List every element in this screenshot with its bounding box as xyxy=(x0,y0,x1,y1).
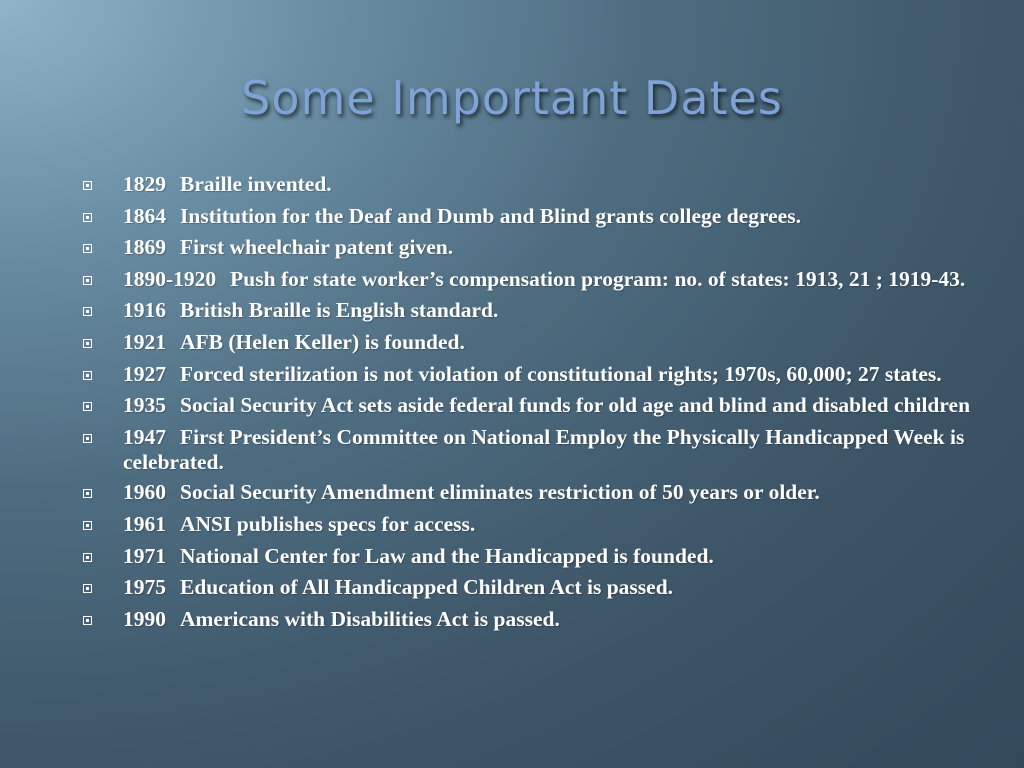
square-bullet-icon xyxy=(78,330,123,356)
item-description: AFB (Helen Keller) is founded. xyxy=(180,329,465,354)
item-year: 1961 xyxy=(123,511,166,536)
item-year: 1935 xyxy=(123,393,166,418)
list-item xyxy=(78,172,978,198)
item-year: 1975 xyxy=(123,575,166,600)
item-text xyxy=(123,425,978,475)
item-text xyxy=(123,544,714,569)
item-year: 1916 xyxy=(123,298,166,323)
square-bullet-icon xyxy=(78,267,123,293)
item-text xyxy=(123,607,560,632)
item-description: First President’s Committee on National Employ the Physically Handicapped Week is celebrated. xyxy=(123,424,965,474)
square-bullet-icon xyxy=(78,575,123,601)
item-year: 1960 xyxy=(123,480,166,505)
list-item xyxy=(78,512,978,538)
item-year: 1971 xyxy=(123,543,166,568)
item-text xyxy=(123,298,498,323)
item-description: Social Security Amendment eliminates restriction of 50 years or older. xyxy=(180,480,820,505)
item-year: 1921 xyxy=(123,329,166,354)
item-text xyxy=(123,480,820,505)
square-bullet-icon xyxy=(78,235,123,261)
square-bullet-icon xyxy=(78,480,123,506)
item-description: Institution for the Deaf and Dumb and Blind grants college degrees. xyxy=(180,203,801,228)
item-description: Push for state worker’s compensation program: no. of states: 1913, 21 ; 1919-43. xyxy=(230,266,966,291)
item-description: Social Security Act sets aside federal funds for old age and blind and disabled children xyxy=(180,393,971,418)
item-year: 1890-1920 xyxy=(123,266,217,291)
square-bullet-icon xyxy=(78,362,123,388)
square-bullet-icon xyxy=(78,425,123,451)
list-item xyxy=(78,204,978,230)
item-year: 1829 xyxy=(123,172,166,196)
item-year: 1947 xyxy=(123,424,166,449)
list-item xyxy=(78,480,978,506)
item-text xyxy=(123,393,970,418)
item-text xyxy=(123,330,465,355)
list-item xyxy=(78,267,978,293)
item-description: Braille invented. xyxy=(180,172,332,196)
item-description: National Center for Law and the Handicapped is founded. xyxy=(180,543,714,568)
item-description: British Braille is English standard. xyxy=(180,298,499,323)
item-text xyxy=(123,235,453,260)
list-item xyxy=(78,425,978,475)
item-text xyxy=(123,362,942,387)
item-text xyxy=(123,172,332,197)
square-bullet-icon xyxy=(78,172,123,198)
square-bullet-icon xyxy=(78,544,123,570)
square-bullet-icon xyxy=(78,393,123,419)
list-item xyxy=(78,330,978,356)
list-item xyxy=(78,544,978,570)
item-description: First wheelchair patent given. xyxy=(180,235,454,260)
item-text xyxy=(123,575,673,600)
square-bullet-icon xyxy=(78,607,123,633)
item-text xyxy=(123,512,475,537)
square-bullet-icon xyxy=(78,512,123,538)
slide-title: Some Important Dates xyxy=(241,71,783,125)
square-bullet-icon xyxy=(78,204,123,230)
list-item xyxy=(78,235,978,261)
list-item xyxy=(78,575,978,601)
item-text xyxy=(123,204,801,229)
item-year: 1927 xyxy=(123,361,166,386)
item-text xyxy=(123,267,965,292)
item-description: ANSI publishes specs for access. xyxy=(180,511,476,536)
item-description: Forced sterilization is not violation of constitutional rights; 1970s, 60,000; 27 states. xyxy=(180,361,942,386)
list-item xyxy=(78,607,978,633)
list-item xyxy=(78,362,978,388)
item-description: Education of All Handicapped Children Act is passed. xyxy=(180,575,674,600)
item-year: 1864 xyxy=(123,203,166,228)
item-year: 1990 xyxy=(123,606,166,631)
dates-list xyxy=(78,172,978,638)
item-year: 1869 xyxy=(123,235,166,260)
square-bullet-icon xyxy=(78,298,123,324)
list-item xyxy=(78,298,978,324)
item-description: Americans with Disabilities Act is passed. xyxy=(180,606,560,631)
list-item xyxy=(78,393,978,419)
